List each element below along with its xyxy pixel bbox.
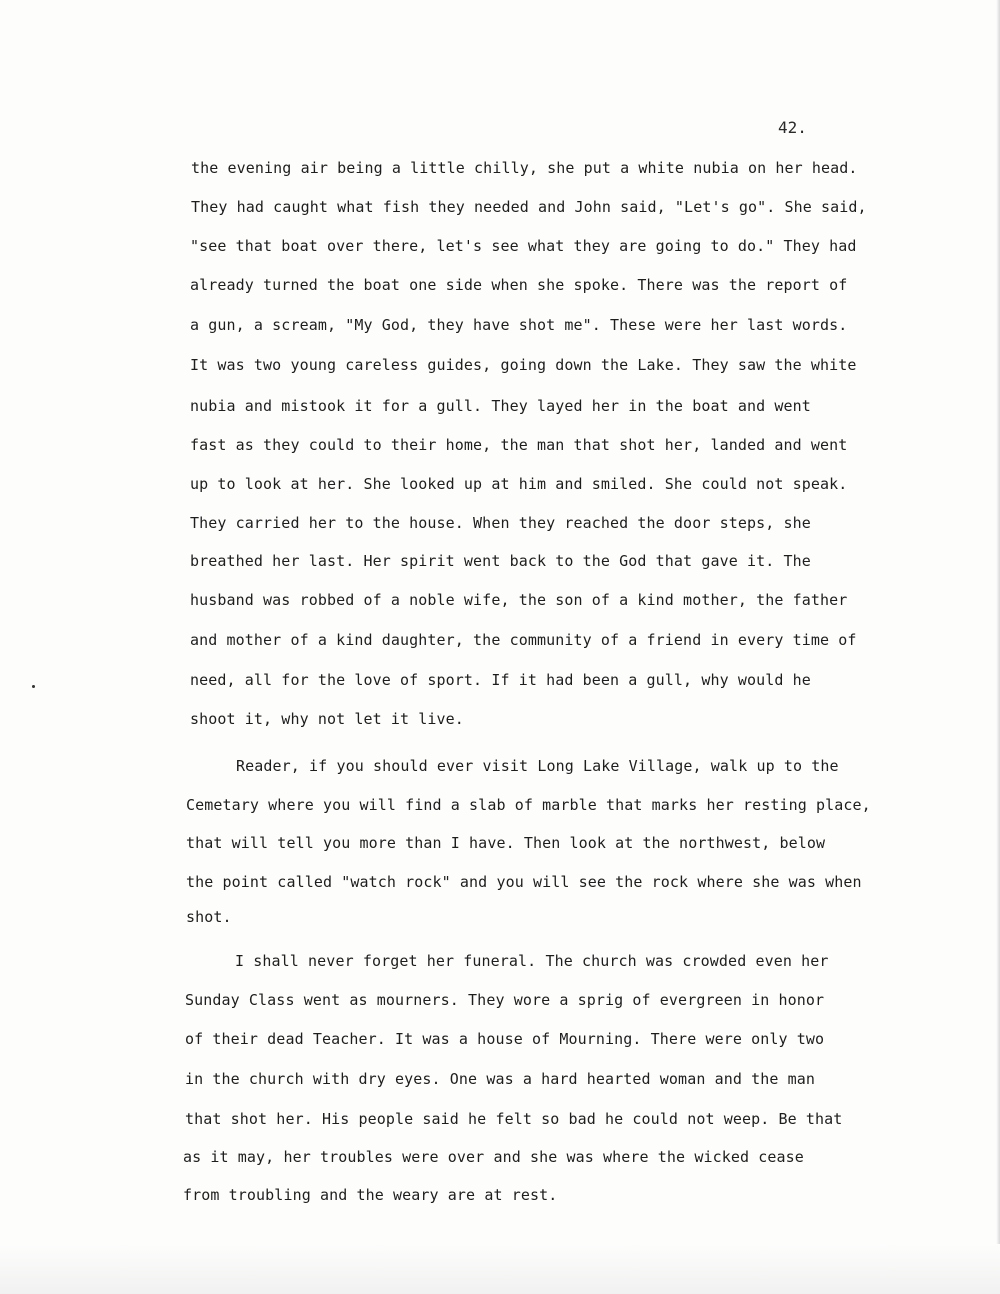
text-line: Reader, if you should ever visit Long Lake Village, walk up to the	[236, 757, 839, 775]
scan-edge-bottom	[0, 1244, 1000, 1294]
text-line: that will tell you more than I have. Then look at the northwest, below	[186, 834, 826, 852]
text-line: fast as they could to their home, the man that shot her, landed and went	[190, 436, 848, 454]
text-line: and mother of a kind daughter, the community of a friend in every time of	[190, 631, 857, 649]
text-line: the evening air being a little chilly, she put a white nubia on her head.	[191, 159, 858, 177]
text-line: the point called "watch rock" and you will see the rock where she was when	[186, 873, 862, 891]
text-line: already turned the boat one side when she spoke. There was the report of	[190, 276, 848, 294]
text-line: up to look at her. She looked up at him and smiled. She could not speak.	[190, 475, 848, 493]
text-line: from troubling and the weary are at rest.	[183, 1186, 558, 1204]
text-line: of their dead Teacher. It was a house of Mourning. There were only two	[185, 1030, 825, 1048]
text-line: Sunday Class went as mourners. They wore a sprig of evergreen in honor	[185, 991, 825, 1009]
text-line: in the church with dry eyes. One was a hard hearted woman and the man	[185, 1070, 816, 1088]
text-line: breathed her last. Her spirit went back to the God that gave it. The	[190, 552, 811, 570]
text-line: husband was robbed of a noble wife, the son of a kind mother, the father	[190, 591, 848, 609]
page-number: 42.	[778, 118, 807, 137]
stray-ink-mark	[32, 685, 35, 688]
text-line: shot.	[186, 908, 232, 926]
text-line: They carried her to the house. When they reached the door steps, she	[190, 514, 811, 532]
text-line: Cemetary where you will find a slab of marble that marks her resting place,	[186, 796, 871, 814]
text-line: a gun, a scream, "My God, they have shot me". These were her last words.	[190, 316, 848, 334]
text-line: It was two young careless guides, going down the Lake. They saw the white	[190, 356, 857, 374]
text-line: "see that boat over there, let's see what they are going to do." They had	[190, 237, 857, 255]
text-line: that shot her. His people said he felt so bad he could not weep. Be that	[185, 1110, 843, 1128]
scan-edge-right	[996, 0, 1000, 1294]
text-line: nubia and mistook it for a gull. They layed her in the boat and went	[190, 397, 811, 415]
text-line: shoot it, why not let it live.	[190, 710, 464, 728]
text-line: as it may, her troubles were over and she was where the wicked cease	[183, 1148, 804, 1166]
text-line: They had caught what fish they needed and John said, "Let's go". She said,	[191, 198, 867, 216]
text-line: need, all for the love of sport. If it had been a gull, why would he	[190, 671, 811, 689]
text-line: I shall never forget her funeral. The church was crowded even her	[235, 952, 829, 970]
